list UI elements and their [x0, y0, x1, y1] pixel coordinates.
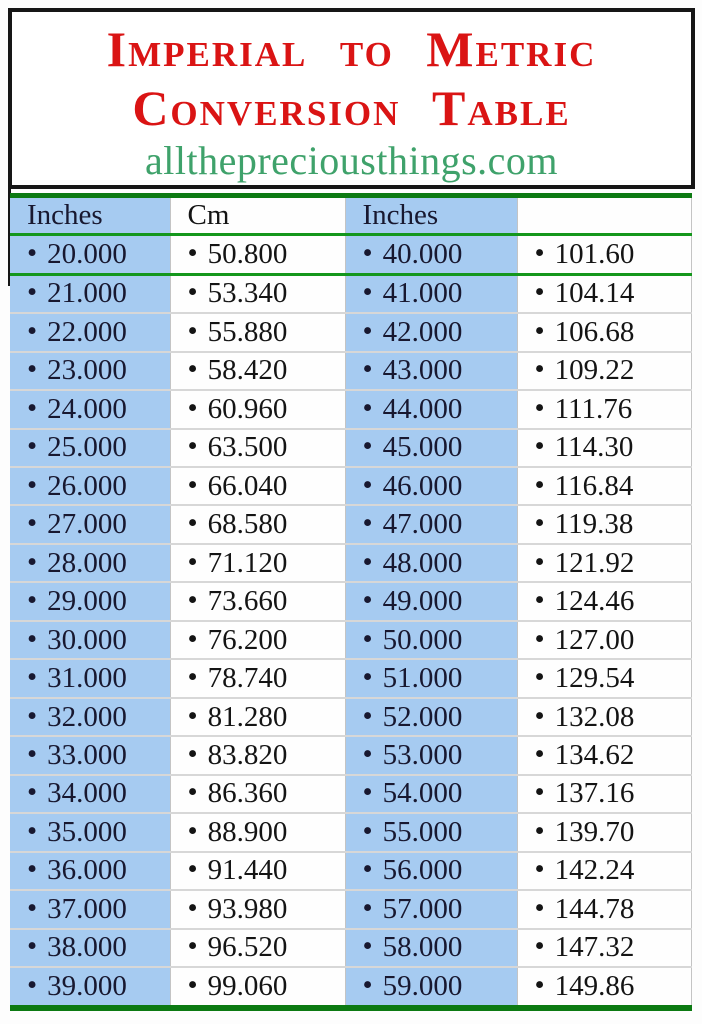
cm-cell: • 149.86	[517, 967, 691, 1008]
header-inches-right: Inches	[345, 196, 517, 235]
cm-cell: • 88.900	[170, 813, 345, 851]
inches-cell: • 47.000	[345, 505, 517, 543]
table-row	[10, 890, 691, 928]
inches-cell: • 29.000	[10, 582, 170, 620]
bullet-icon: •	[362, 969, 373, 1002]
bullet-icon: •	[27, 236, 38, 269]
bullet-icon: •	[534, 930, 545, 963]
bullet-icon: •	[534, 891, 545, 924]
inches-cell: • 58.000	[345, 929, 517, 967]
cm-cell: • 134.62	[517, 736, 691, 774]
cm-cell: • 111.76	[517, 390, 691, 428]
cm-cell: • 101.60	[517, 235, 691, 275]
table-row	[10, 390, 691, 428]
bullet-icon: •	[362, 391, 373, 424]
inches-cell: • 22.000	[10, 313, 170, 351]
bullet-icon: •	[187, 699, 198, 732]
cm-cell: • 73.660	[170, 582, 345, 620]
cm-cell: • 63.500	[170, 429, 345, 467]
cm-cell: • 78.740	[170, 659, 345, 697]
inches-cell: • 50.000	[345, 621, 517, 659]
bullet-icon: •	[27, 276, 38, 309]
cm-cell: • 147.32	[517, 929, 691, 967]
inches-cell: • 38.000	[10, 929, 170, 967]
cm-cell: • 139.70	[517, 813, 691, 851]
bullet-icon: •	[534, 545, 545, 578]
bullet-icon: •	[534, 969, 545, 1002]
cm-cell: • 58.420	[170, 352, 345, 390]
table-row	[10, 313, 691, 351]
bullet-icon: •	[534, 236, 545, 269]
bullet-icon: •	[27, 776, 38, 809]
inches-cell: • 39.000	[10, 967, 170, 1008]
cm-cell: • 71.120	[170, 544, 345, 582]
inches-cell: • 20.000	[10, 235, 170, 275]
inches-cell: • 40.000	[345, 235, 517, 275]
conversion-table	[10, 193, 692, 1011]
bullet-icon: •	[534, 699, 545, 732]
bullet-icon: •	[362, 891, 373, 924]
inches-cell: • 33.000	[10, 736, 170, 774]
bullet-icon: •	[187, 776, 198, 809]
table-row	[10, 813, 691, 851]
bullet-icon: •	[187, 584, 198, 617]
inches-cell: • 24.000	[10, 390, 170, 428]
bullet-icon: •	[534, 468, 545, 501]
table-row	[10, 621, 691, 659]
cm-cell: • 142.24	[517, 852, 691, 890]
cm-cell: • 86.360	[170, 775, 345, 813]
bullet-icon: •	[362, 314, 373, 347]
cm-cell: • 81.280	[170, 698, 345, 736]
bullet-icon: •	[187, 468, 198, 501]
cm-cell: • 68.580	[170, 505, 345, 543]
bullet-icon: •	[187, 430, 198, 463]
inches-cell: • 21.000	[10, 274, 170, 313]
inches-cell: • 51.000	[345, 659, 517, 697]
bullet-icon: •	[534, 276, 545, 309]
bullet-icon: •	[27, 430, 38, 463]
table-row	[10, 429, 691, 467]
bullet-icon: •	[362, 468, 373, 501]
cm-cell: • 121.92	[517, 544, 691, 582]
cm-cell: • 116.84	[517, 467, 691, 505]
inches-cell: • 35.000	[10, 813, 170, 851]
bullet-icon: •	[187, 236, 198, 269]
inches-cell: • 42.000	[345, 313, 517, 351]
bullet-icon: •	[27, 738, 38, 770]
bullet-icon: •	[534, 507, 545, 540]
inches-cell: • 30.000	[10, 621, 170, 659]
bullet-icon: •	[27, 930, 38, 963]
inches-cell: • 53.000	[345, 736, 517, 774]
bullet-icon: •	[534, 314, 545, 347]
cm-cell: • 119.38	[517, 505, 691, 543]
bullet-icon: •	[27, 969, 38, 1002]
bullet-icon: •	[534, 738, 545, 770]
table-row	[10, 274, 691, 313]
inches-cell: • 34.000	[10, 775, 170, 813]
cm-cell: • 96.520	[170, 929, 345, 967]
title-line-1: Imperial to Metric	[106, 21, 597, 77]
cm-cell: • 109.22	[517, 352, 691, 390]
bullet-icon: •	[187, 738, 198, 770]
cm-cell: • 124.46	[517, 582, 691, 620]
bullet-icon: •	[362, 507, 373, 540]
header-cm-right	[517, 196, 691, 235]
bullet-icon: •	[534, 853, 545, 886]
bullet-icon: •	[362, 353, 373, 386]
bullet-icon: •	[27, 353, 38, 386]
inches-cell: • 28.000	[10, 544, 170, 582]
title-line-2: Conversion Table	[132, 80, 571, 136]
inches-cell: • 55.000	[345, 813, 517, 851]
inches-cell: • 54.000	[345, 775, 517, 813]
bullet-icon: •	[362, 853, 373, 886]
inches-cell: • 57.000	[345, 890, 517, 928]
bullet-icon: •	[362, 930, 373, 963]
table-row	[10, 736, 691, 774]
table-row	[10, 505, 691, 543]
inches-cell: • 36.000	[10, 852, 170, 890]
inches-cell: • 25.000	[10, 429, 170, 467]
table-row	[10, 852, 691, 890]
cm-cell: • 114.30	[517, 429, 691, 467]
bullet-icon: •	[27, 891, 38, 924]
bullet-icon: •	[27, 545, 38, 578]
inches-cell: • 26.000	[10, 467, 170, 505]
bullet-icon: •	[27, 814, 38, 847]
inches-cell: • 32.000	[10, 698, 170, 736]
cm-cell: • 99.060	[170, 967, 345, 1008]
bullet-icon: •	[534, 814, 545, 847]
bullet-icon: •	[27, 661, 38, 694]
bullet-icon: •	[187, 507, 198, 540]
inches-cell: • 59.000	[345, 967, 517, 1008]
cm-cell: • 129.54	[517, 659, 691, 697]
table-row	[10, 235, 691, 275]
table-row	[10, 467, 691, 505]
bullet-icon: •	[362, 738, 373, 770]
bullet-icon: •	[187, 853, 198, 886]
bullet-icon: •	[27, 699, 38, 732]
table-row	[10, 698, 691, 736]
bullet-icon: •	[362, 545, 373, 578]
cm-cell: • 91.440	[170, 852, 345, 890]
bullet-icon: •	[362, 276, 373, 309]
bullet-icon: •	[362, 430, 373, 463]
inches-cell: • 48.000	[345, 544, 517, 582]
table-row	[10, 544, 691, 582]
table-row	[10, 967, 691, 1008]
table-row	[10, 582, 691, 620]
bullet-icon: •	[187, 622, 198, 655]
cm-cell: • 53.340	[170, 274, 345, 313]
bullet-icon: •	[27, 507, 38, 540]
inches-cell: • 23.000	[10, 352, 170, 390]
bullet-icon: •	[362, 661, 373, 694]
inches-cell: • 27.000	[10, 505, 170, 543]
table-body	[10, 235, 691, 1009]
cm-cell: • 76.200	[170, 621, 345, 659]
bullet-icon: •	[187, 314, 198, 347]
bullet-icon: •	[27, 584, 38, 617]
bullet-icon: •	[534, 584, 545, 617]
inches-cell: • 37.000	[10, 890, 170, 928]
cm-cell: • 127.00	[517, 621, 691, 659]
cm-cell: • 137.16	[517, 775, 691, 813]
cm-cell: • 104.14	[517, 274, 691, 313]
bullet-icon: •	[187, 930, 198, 963]
cm-cell: • 66.040	[170, 467, 345, 505]
bullet-icon: •	[362, 776, 373, 809]
bullet-icon: •	[187, 353, 198, 386]
bullet-icon: •	[27, 468, 38, 501]
bullet-icon: •	[187, 545, 198, 578]
header-cm-left: Cm	[170, 196, 345, 235]
bullet-icon: •	[187, 276, 198, 309]
header-row	[10, 196, 691, 235]
bullet-icon: •	[362, 699, 373, 732]
cm-cell: • 83.820	[170, 736, 345, 774]
bullet-icon: •	[187, 969, 198, 1002]
bullet-icon: •	[362, 814, 373, 847]
inches-cell: • 31.000	[10, 659, 170, 697]
bullet-icon: •	[27, 314, 38, 347]
inches-cell: • 46.000	[345, 467, 517, 505]
bullet-icon: •	[534, 391, 545, 424]
cm-cell: • 93.980	[170, 890, 345, 928]
inches-cell: • 41.000	[345, 274, 517, 313]
bullet-icon: •	[187, 391, 198, 424]
bullet-icon: •	[534, 353, 545, 386]
cm-cell: • 50.800	[170, 235, 345, 275]
cm-cell: • 132.08	[517, 698, 691, 736]
inches-cell: • 45.000	[345, 429, 517, 467]
inches-cell: • 44.000	[345, 390, 517, 428]
bullet-icon: •	[187, 891, 198, 924]
bullet-icon: •	[362, 584, 373, 617]
cm-cell: • 55.880	[170, 313, 345, 351]
bullet-icon: •	[27, 853, 38, 886]
title-box	[8, 8, 695, 189]
bullet-icon: •	[534, 776, 545, 809]
inches-cell: • 56.000	[345, 852, 517, 890]
bullet-icon: •	[187, 814, 198, 847]
bullet-icon: •	[534, 622, 545, 655]
inches-cell: • 52.000	[345, 698, 517, 736]
cm-cell: • 106.68	[517, 313, 691, 351]
table-header	[10, 196, 691, 235]
bullet-icon: •	[27, 622, 38, 655]
bullet-icon: •	[362, 622, 373, 655]
cm-cell: • 144.78	[517, 890, 691, 928]
header-inches-left: Inches	[10, 196, 170, 235]
site-url: allthepreciousthings.com	[144, 138, 558, 183]
cm-cell: • 60.960	[170, 390, 345, 428]
inches-cell: • 43.000	[345, 352, 517, 390]
table-row	[10, 352, 691, 390]
bullet-icon: •	[27, 391, 38, 424]
bullet-icon: •	[362, 236, 373, 269]
table-row	[10, 929, 691, 967]
table-row	[10, 775, 691, 813]
bullet-icon: •	[534, 661, 545, 694]
bullet-icon: •	[534, 430, 545, 463]
inches-cell: • 49.000	[345, 582, 517, 620]
bullet-icon: •	[187, 661, 198, 694]
table-row	[10, 659, 691, 697]
